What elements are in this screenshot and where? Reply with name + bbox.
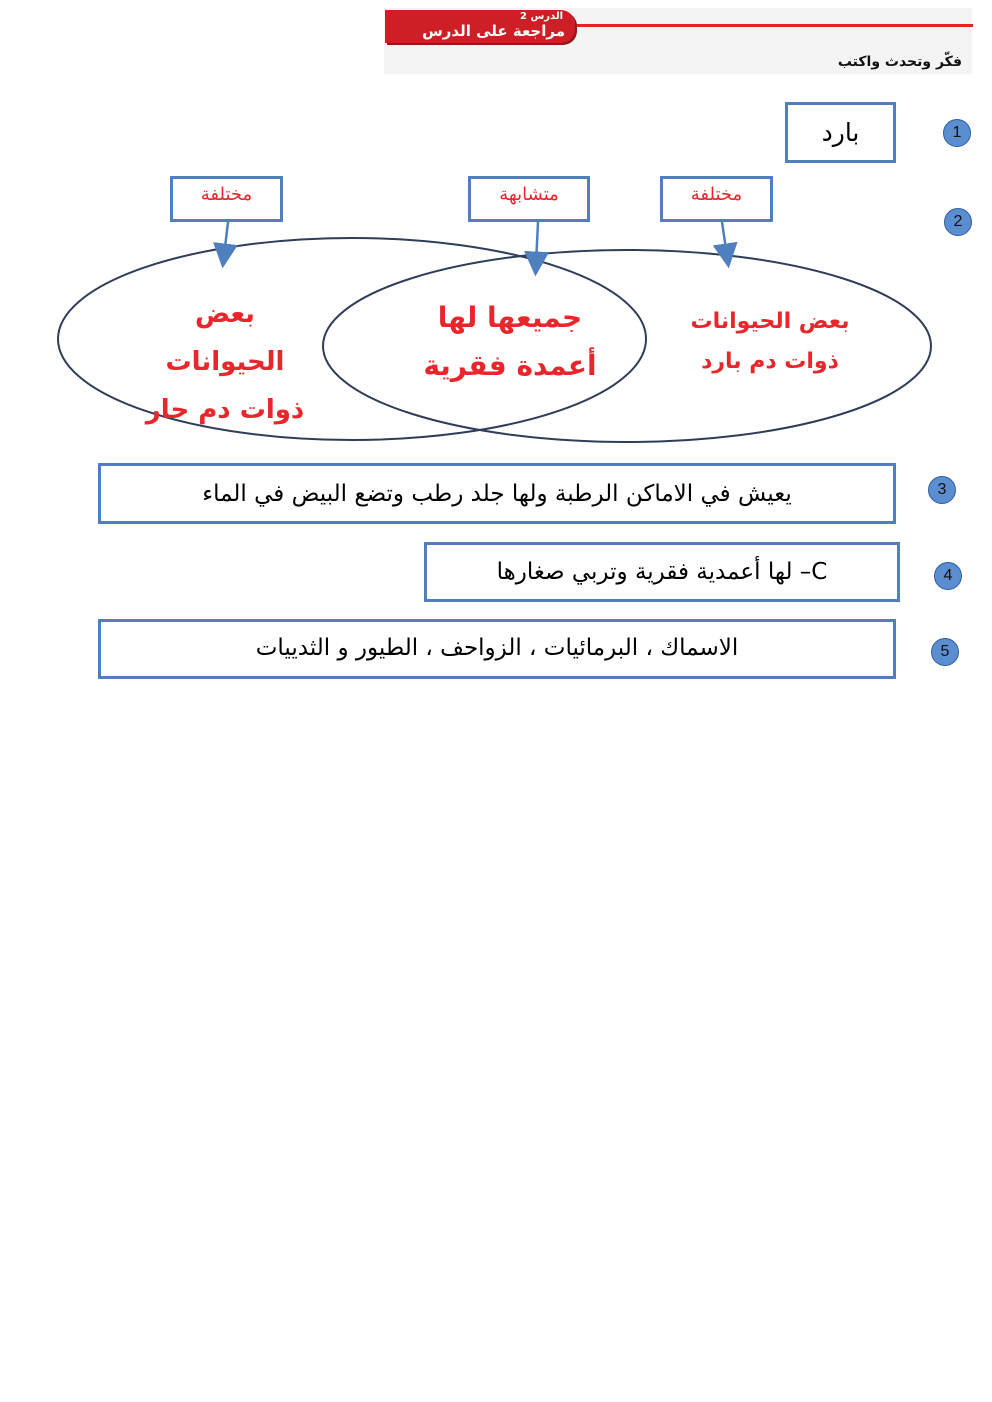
answer-box-4 <box>424 542 900 602</box>
venn-left-line: الحيوانات <box>165 347 285 377</box>
answer-text: الاسماك ، البرمائيات ، الزواحف ، الطيور و الثدييات <box>255 635 739 661</box>
question-number-badge: 4 <box>934 562 962 590</box>
venn-left-region <box>130 290 320 434</box>
question-number-badge: 5 <box>931 638 959 666</box>
venn-right-region <box>670 302 870 382</box>
question-number-badge: 3 <box>928 476 956 504</box>
arrow-left <box>224 222 228 256</box>
question-number-badge: 2 <box>944 208 972 236</box>
venn-left-line: ذوات دم حار <box>145 395 305 425</box>
answer-text: يعيش في الاماكن الرطبة ولها جلد رطب وتضع البيض في الماء <box>202 481 792 507</box>
lesson-title: مراجعة على الدرس <box>422 22 565 40</box>
venn-left-line: بعض <box>195 299 255 329</box>
venn-right-line: ذوات دم بارد <box>701 349 839 374</box>
arrow-middle <box>536 222 538 264</box>
question-number-badge: 1 <box>943 119 971 147</box>
answer-text: C– لها أعمدية فقرية وتربي صغارها <box>496 559 828 585</box>
arrow-right <box>722 222 727 256</box>
answer-box-3 <box>98 463 896 524</box>
section-subheading: فكّر وتحدث واكتب <box>837 54 962 70</box>
label-text: مختلفة <box>200 184 253 205</box>
answer-text: بارد <box>821 118 860 147</box>
venn-right-line: بعض الحيوانات <box>690 309 850 334</box>
venn-middle-line: جميعها لها <box>437 301 583 334</box>
answer-box-5 <box>98 619 896 679</box>
venn-middle-region <box>400 294 620 390</box>
label-text: مختلفة <box>690 184 743 205</box>
lesson-number: الدرس 2 <box>520 11 563 22</box>
venn-middle-line: أعمدة فقرية <box>423 349 597 382</box>
label-text: متشابهة <box>499 184 559 205</box>
